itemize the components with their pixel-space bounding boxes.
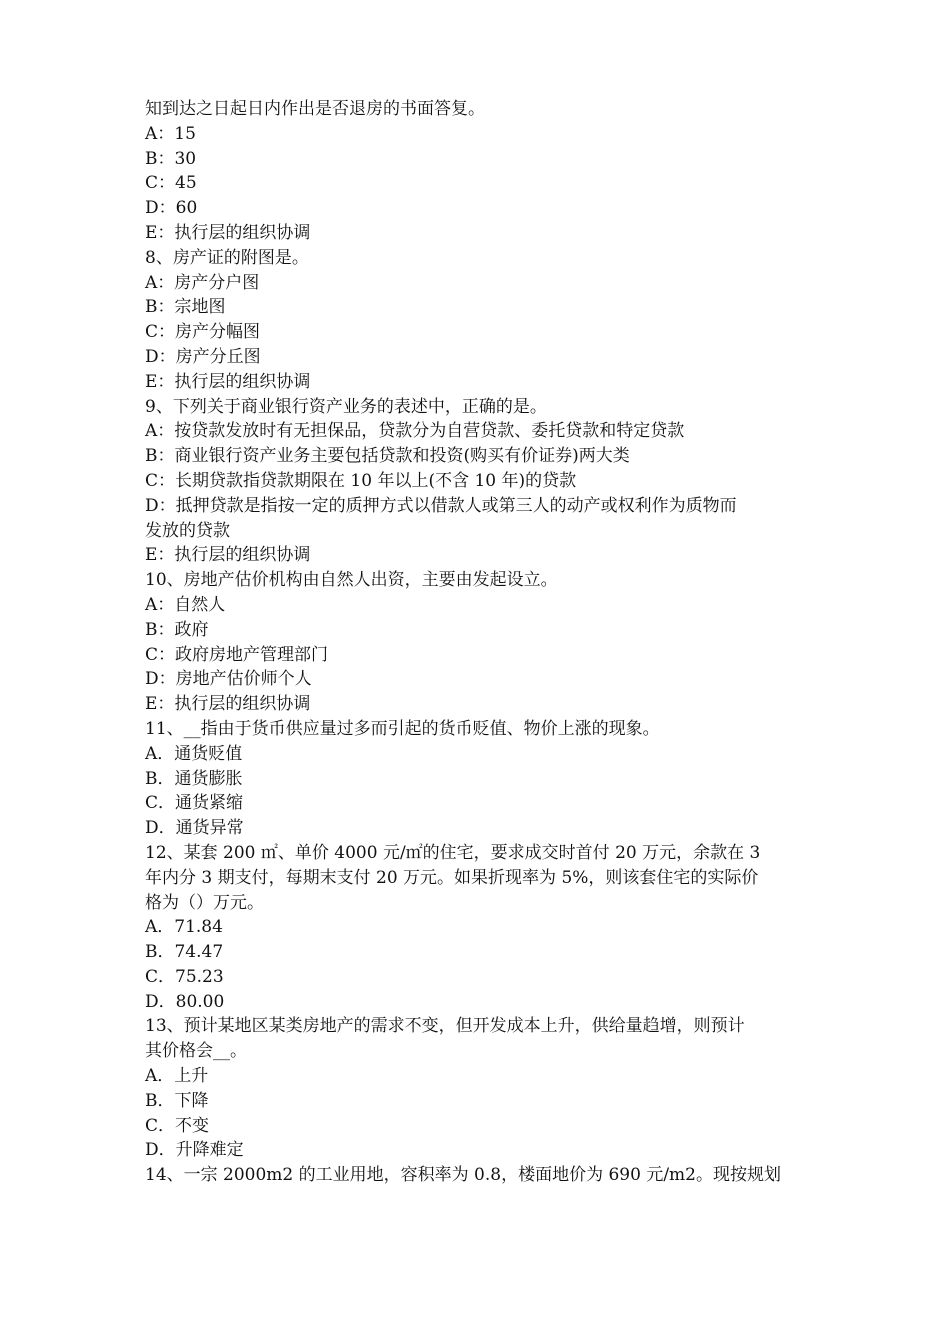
- option-line: B．通货膨胀: [145, 768, 243, 789]
- option-line: C：房产分幅图: [145, 322, 261, 343]
- question-line-continuation: 年内分 3 期支付，每期末支付 20 万元。如果折现率为 5%，则该套住宅的实际价: [145, 867, 759, 888]
- option-line: A．上升: [145, 1066, 209, 1087]
- option-line: C：45: [145, 173, 197, 194]
- option-line: E：执行层的组织协调: [145, 371, 311, 392]
- option-line: C．通货紧缩: [145, 793, 244, 814]
- option-line: D：房产分丘图: [145, 346, 261, 367]
- option-line: B：宗地图: [145, 297, 226, 318]
- option-line: B．74.47: [145, 942, 224, 963]
- option-line: B．下降: [145, 1090, 209, 1111]
- option-line: B：商业银行资产业务主要包括贷款和投资(购买有价证券)两大类: [145, 446, 630, 467]
- question-line: 10、房地产估价机构由自然人出资，主要由发起设立。: [145, 570, 558, 591]
- question-line-continuation: 格为（）万元。: [145, 892, 264, 913]
- option-line: C：政府房地产管理部门: [145, 644, 329, 665]
- option-line: D．通货异常: [145, 818, 244, 839]
- option-line: A．71.84: [145, 917, 223, 938]
- option-line: C：长期贷款指贷款期限在 10 年以上(不含 10 年)的贷款: [145, 470, 577, 491]
- option-line: A：15: [145, 123, 196, 144]
- option-line: D．升降难定: [145, 1140, 244, 1161]
- option-line: A：自然人: [145, 594, 226, 615]
- question-line: 9、下列关于商业银行资产业务的表述中，正确的是。: [145, 396, 547, 417]
- option-line: D：抵押贷款是指按一定的质押方式以借款人或第三人的动产或权利作为质物而: [145, 495, 737, 516]
- option-line-continuation: 发放的贷款: [145, 520, 230, 541]
- option-line: C．不变: [145, 1115, 210, 1136]
- option-line: D：房地产估价师个人: [145, 669, 312, 690]
- option-line: D．80.00: [145, 991, 225, 1012]
- option-line: A：房产分户图: [145, 272, 260, 293]
- option-line: A：按贷款发放时有无担保品，贷款分为自营贷款、委托贷款和特定贷款: [145, 421, 685, 442]
- question-line: 14、一宗 2000m2 的工业用地，容积率为 0.8，楼面地价为 690 元/m2。现按规划: [145, 1165, 781, 1186]
- question-line: 13、预计某地区某类房地产的需求不变，但开发成本上升，供给量趋增，则预计: [145, 1016, 745, 1037]
- option-line: E：执行层的组织协调: [145, 694, 311, 715]
- option-line: B：30: [145, 148, 197, 169]
- question-line: 11、__指由于货币供应量过多而引起的货币贬值、物价上涨的现象。: [145, 718, 660, 739]
- text-line: 知到达之日起日内作出是否退房的书面答复。: [145, 99, 485, 119]
- question-line: 8、房产证的附图是。: [145, 247, 309, 268]
- option-line: A．通货贬值: [145, 743, 243, 764]
- question-line: 12、某套 200 ㎡、单价 4000 元/㎡的住宅，要求成交时首付 20 万元，余款在 3: [145, 842, 761, 863]
- option-line: B：政府: [145, 619, 209, 640]
- option-line: E：执行层的组织协调: [145, 222, 311, 243]
- option-line: E：执行层的组织协调: [145, 545, 311, 566]
- document-page: [145, 97, 817, 1188]
- option-line: C．75.23: [145, 966, 224, 987]
- option-line: D：60: [145, 198, 198, 219]
- question-line-continuation: 其价格会__。: [145, 1041, 247, 1062]
